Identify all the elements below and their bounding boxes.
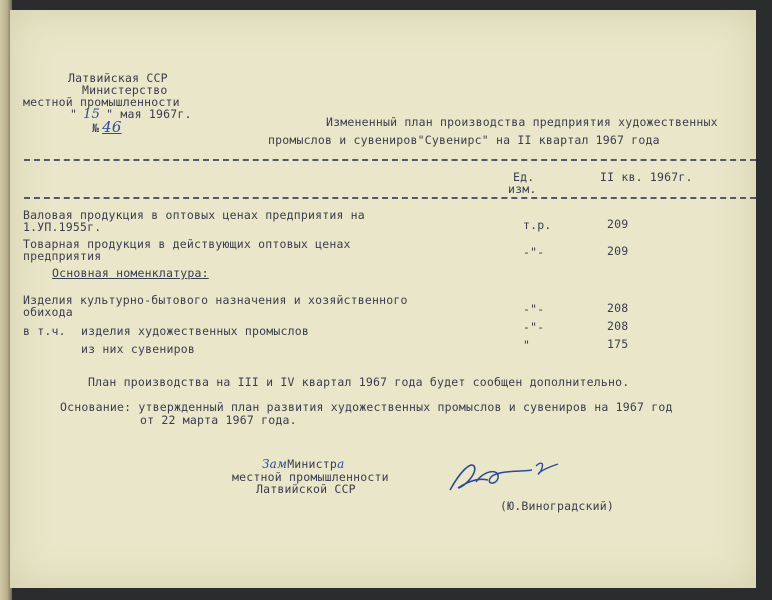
row-gross-unit: т.р. — [523, 218, 552, 232]
signatory-title-1: ЗамМинистра — [262, 457, 345, 471]
org-line-2: Министерство — [82, 83, 168, 97]
document-date: " 15 " мая 1967г. — [70, 107, 192, 122]
handwritten-suffix: а — [337, 457, 345, 471]
row-commodity-value: 209 — [607, 244, 629, 258]
title-line-2: промыслов и сувениров"Сувенирс" на II квартал 1967 года — [268, 133, 660, 147]
row-crafts-label: изделия художественных промыслов — [81, 324, 309, 338]
divider-top — [24, 159, 756, 161]
row-commodity-unit: -"- — [523, 245, 545, 259]
row-gross-label-1: Валовая продукция в оптовых ценах предприятия на — [23, 208, 365, 222]
basis-line-1: Основание: утвержденный план развития художественных промыслов и сувениров на 1967 год — [60, 400, 673, 414]
row-commodity-label-2: предприятия — [23, 249, 102, 263]
quarter-header: II кв. 1967г. — [600, 170, 693, 184]
row-gross-label-2: 1.УП.1955г. — [23, 220, 102, 234]
row-crafts-unit: -"- — [523, 320, 545, 334]
document-number: № 46 — [92, 118, 122, 136]
row-household-label-1: Изделия культурно-бытового назначения и хозяйственного — [23, 293, 408, 307]
unit-header-2: изм. — [508, 182, 537, 196]
row-souvenirs-label: из них сувениров — [81, 342, 195, 356]
handwritten-number: 46 — [102, 118, 122, 136]
row-gross-value: 209 — [607, 217, 629, 231]
row-crafts-value: 208 — [607, 319, 629, 333]
divider-header — [24, 197, 756, 199]
note-additional: План производства на III и IV квартал 1967 года будет сообщен дополнительно. — [88, 375, 630, 389]
row-crafts-prefix: в т.ч. — [23, 324, 66, 338]
handwritten-prefix: Зам — [262, 457, 288, 471]
row-souvenirs-unit: " — [523, 338, 531, 352]
row-household-value: 208 — [607, 301, 629, 315]
signatory-name: (Ю.Виноградский) — [500, 499, 614, 513]
row-household-unit: -"- — [523, 302, 545, 316]
title-line-1: Измененный план производства предприятия художественных — [326, 115, 718, 129]
org-line-3: местной промышленности — [23, 95, 180, 109]
signatory-title-3: Латвийской ССР — [256, 482, 356, 496]
row-souvenirs-value: 175 — [607, 337, 629, 351]
section-title: Основная номенклатура: — [52, 266, 209, 280]
row-household-label-2: обихода — [23, 305, 73, 319]
row-commodity-label-1: Товарная продукция в действующих оптовых ценах — [23, 237, 351, 251]
org-line-1: Латвийская ССР — [68, 71, 168, 85]
basis-line-2: от 22 марта 1967 года. — [140, 413, 297, 427]
handwritten-signature — [440, 452, 580, 502]
handwritten-day: 15 — [83, 107, 101, 122]
unit-header-1: Ед. — [513, 170, 535, 184]
signatory-title-2: местной промышленности — [232, 470, 389, 484]
